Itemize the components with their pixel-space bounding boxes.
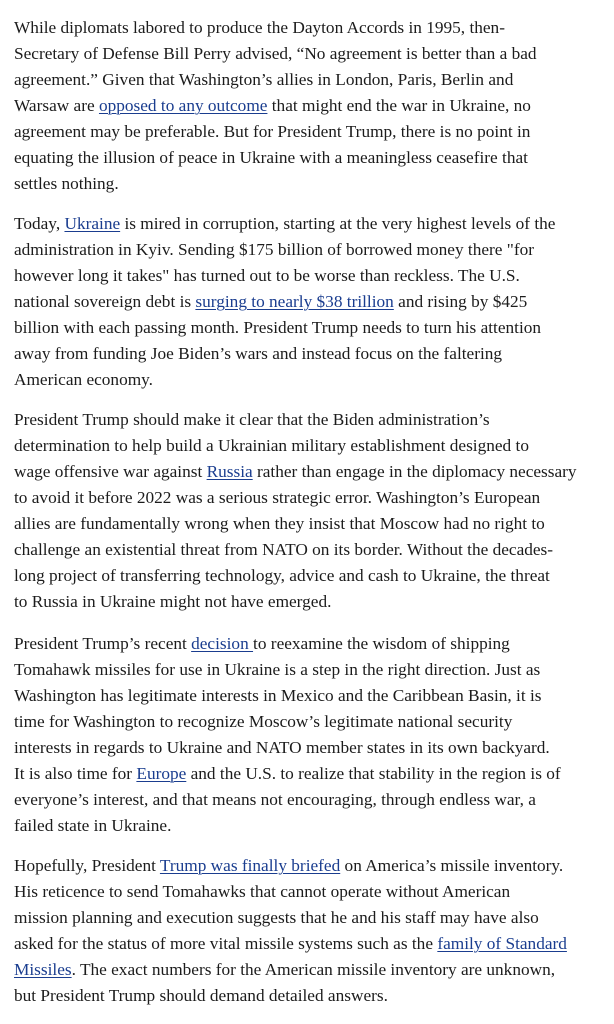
text-segment: long project of transferring technology, advice and cash to Ukraine, the threat xyxy=(14,566,550,585)
text-line xyxy=(14,93,614,119)
text-segment: is mired in corruption, starting at the very highest levels of the xyxy=(120,214,556,233)
text-segment: President Trump’s recent xyxy=(14,634,192,653)
text-segment: wage offensive war against xyxy=(14,462,207,481)
text-line xyxy=(14,787,614,813)
text-segment: however long it takes" has turned out to be worse than reckless. The U.S. xyxy=(14,266,520,285)
text-segment: mission planning and execution suggests that he and his staff may have also xyxy=(14,908,539,927)
text-segment: and the U.S. to realize that stability in the region is of xyxy=(186,764,561,783)
text-line xyxy=(14,145,614,171)
article-link[interactable]: Missiles xyxy=(14,960,72,979)
text-line xyxy=(14,367,614,393)
text-segment: It is also time for xyxy=(14,764,137,783)
text-segment: Hopefully, President xyxy=(14,856,160,875)
text-segment: but President Trump should demand detailed answers. xyxy=(14,986,388,1005)
text-segment: failed state in Ukraine. xyxy=(14,816,172,835)
text-line xyxy=(14,485,614,511)
text-segment: Today, xyxy=(14,214,65,233)
text-line xyxy=(14,879,614,905)
text-line xyxy=(14,341,614,367)
text-line xyxy=(14,589,614,615)
text-segment: that might end the war in Ukraine, no xyxy=(267,96,531,115)
text-line xyxy=(14,905,614,931)
text-line xyxy=(14,433,614,459)
text-line xyxy=(14,289,614,315)
text-segment: President Trump should make it clear that the Biden administration’s xyxy=(14,410,490,429)
text-line xyxy=(14,931,614,957)
article-link[interactable]: Russia xyxy=(206,462,253,481)
text-line xyxy=(14,171,614,197)
text-line xyxy=(14,459,614,485)
text-line xyxy=(14,237,614,263)
text-line xyxy=(14,263,614,289)
text-segment: on America’s missile inventory. xyxy=(340,856,564,875)
text-segment: His reticence to send Tomahawks that cannot operate without American xyxy=(14,882,511,901)
text-line xyxy=(14,511,614,537)
text-segment: Washington has legitimate interests in Mexico and the Caribbean Basin, it is xyxy=(14,686,542,705)
text-segment: to reexamine the wisdom of shipping xyxy=(253,634,510,653)
text-segment: Tomahawk missiles for use in Ukraine is a step in the right direction. Just as xyxy=(14,660,541,679)
text-segment: equating the illusion of peace in Ukraine with a meaningless ceasefire that xyxy=(14,148,528,167)
text-segment: Secretary of Defense Bill Perry advised, “No agreement is better than a bad xyxy=(14,44,537,63)
text-segment: away from funding Joe Biden’s wars and instead focus on the faltering xyxy=(14,344,503,363)
text-segment: agreement may be preferable. But for President Trump, there is no point in xyxy=(14,122,531,141)
article-link[interactable]: Ukraine xyxy=(64,214,121,233)
text-segment: While diplomats labored to produce the Dayton Accords in 1995, then- xyxy=(14,18,505,37)
text-segment: agreement.” Given that Washington’s allies in London, Paris, Berlin and xyxy=(14,70,514,89)
text-line xyxy=(14,983,614,1009)
text-segment: asked for the status of more vital missile systems such as the xyxy=(14,934,438,953)
text-line xyxy=(14,407,614,433)
paragraph-4 xyxy=(14,631,614,839)
article-link[interactable]: Europe xyxy=(136,764,187,783)
text-line xyxy=(14,563,614,589)
text-segment: interests in regards to Ukraine and NATO member states in its own backyard. xyxy=(14,738,550,757)
text-segment: and rising by $425 xyxy=(393,292,528,311)
text-segment: to avoid it before 2022 was a serious strategic error. Washington’s European xyxy=(14,488,541,507)
paragraph-5 xyxy=(14,853,614,1009)
text-segment: time for Washington to recognize Moscow’s legitimate national security xyxy=(14,712,513,731)
paragraph-3 xyxy=(14,407,614,615)
text-line xyxy=(14,15,614,41)
text-segment: challenge an existential threat from NATO on its border. Without the decades- xyxy=(14,540,554,559)
text-line xyxy=(14,119,614,145)
article-link[interactable]: opposed to any outcome xyxy=(98,96,268,115)
text-line xyxy=(14,67,614,93)
text-segment: national sovereign debt is xyxy=(14,292,196,311)
paragraph-2 xyxy=(14,211,614,393)
text-line xyxy=(14,315,614,341)
article-link[interactable]: family of Standard xyxy=(437,934,567,953)
text-line xyxy=(14,761,614,787)
text-segment: allies are fundamentally wrong when they insist that Moscow had no right to xyxy=(14,514,545,533)
text-line xyxy=(14,709,614,735)
text-segment: American economy. xyxy=(14,370,153,389)
text-segment: to Russia in Ukraine might not have emerged. xyxy=(14,592,332,611)
text-line xyxy=(14,813,614,839)
text-segment: administration in Kyiv. Sending $175 billion of borrowed money there "for xyxy=(14,240,534,259)
text-segment: everyone’s interest, and that means not encouraging, through endless war, a xyxy=(14,790,536,809)
article-link[interactable]: Trump was finally briefed xyxy=(159,856,341,875)
article-link[interactable]: surging to nearly $38 trillion xyxy=(195,292,394,311)
text-line xyxy=(14,41,614,67)
text-line xyxy=(14,631,614,657)
text-line xyxy=(14,537,614,563)
text-line xyxy=(14,735,614,761)
text-line xyxy=(14,853,614,879)
text-segment: billion with each passing month. President Trump needs to turn his attention xyxy=(14,318,542,337)
article-link[interactable]: decision xyxy=(191,634,254,653)
paragraph-1 xyxy=(14,15,614,197)
text-segment: Warsaw are xyxy=(14,96,99,115)
text-segment: settles nothing. xyxy=(14,174,119,193)
text-segment: determination to help build a Ukrainian military establishment designed to xyxy=(14,436,529,455)
text-segment: rather than engage in the diplomacy necessary xyxy=(252,462,577,481)
text-line xyxy=(14,211,614,237)
text-line xyxy=(14,657,614,683)
text-line xyxy=(14,683,614,709)
text-segment: . The exact numbers for the American missile inventory are unknown, xyxy=(71,960,556,979)
text-line xyxy=(14,957,614,983)
